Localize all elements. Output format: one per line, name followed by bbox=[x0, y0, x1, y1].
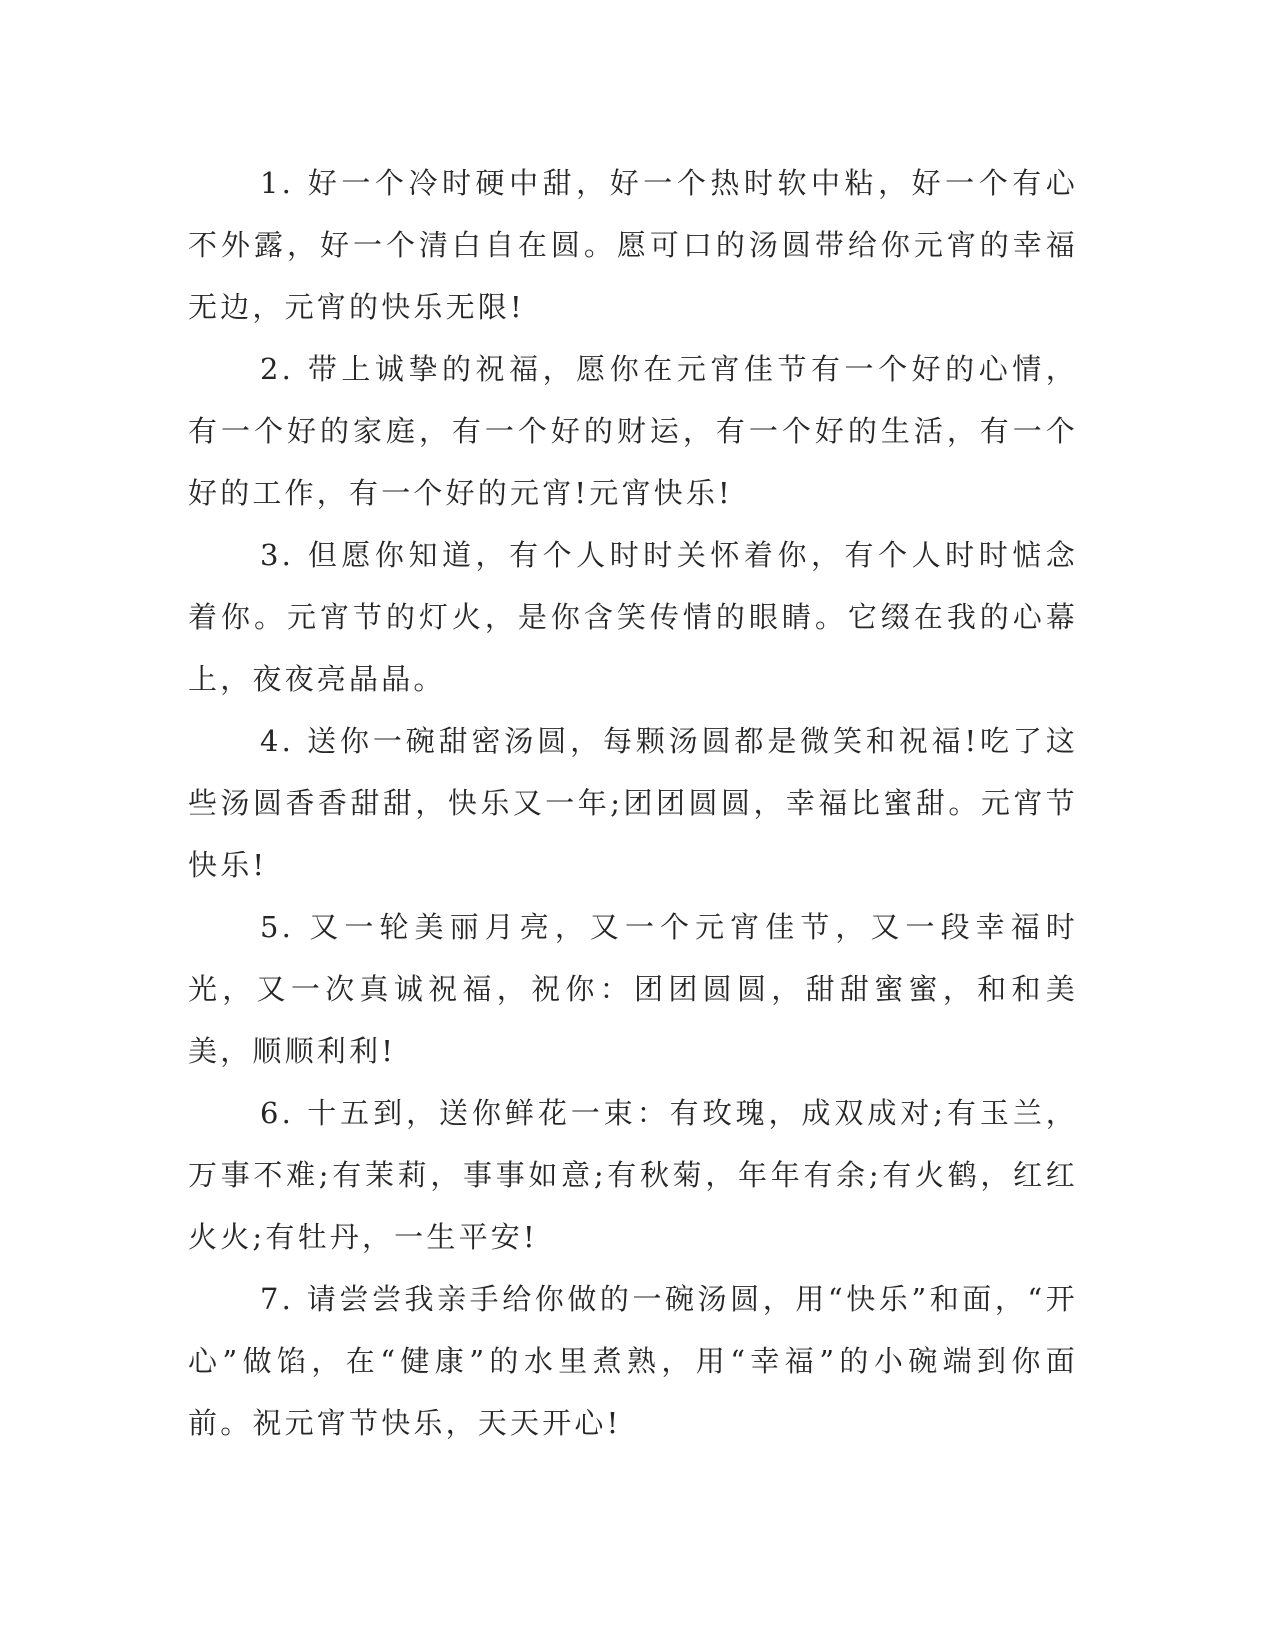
paragraph-3: 3. 但愿你知道，有个人时时关怀着你，有个人时时惦念着你。元宵节的灯火，是你含笑传情的眼睛。它缀在我的心幕上，夜夜亮晶晶。 bbox=[188, 538, 1078, 696]
paragraph-4: 4. 送你一碗甜密汤圆，每颗汤圆都是微笑和祝福!吃了这些汤圆香香甜甜，快乐又一年;团团圆圆，幸福比蜜甜。元宵节快乐! bbox=[188, 724, 1078, 882]
paragraph-5: 5. 又一轮美丽月亮，又一个元宵佳节，又一段幸福时光，又一次真诚祝福，祝你：团团圆圆，甜甜蜜蜜，和和美美，顺顺利利! bbox=[188, 910, 1078, 1068]
paragraph-7: 7. 请尝尝我亲手给你做的一碗汤圆，用“快乐”和面，“开心”做馅，在“健康”的水里煮熟，用“幸福”的小碗端到你面前。祝元宵节快乐，天天开心! bbox=[188, 1282, 1078, 1440]
paragraph-6: 6. 十五到，送你鲜花一束：有玫瑰，成双成对;有玉兰，万事不难;有茉莉，事事如意;有秋菊，年年有余;有火鹤，红红火火;有牡丹，一生平安! bbox=[188, 1096, 1078, 1254]
document-body bbox=[188, 152, 1078, 1454]
paragraph-1: 1. 好一个冷时硬中甜，好一个热时软中粘，好一个有心不外露，好一个清白自在圆。愿可口的汤圆带给你元宵的幸福无边，元宵的快乐无限! bbox=[188, 166, 1078, 324]
paragraph-2: 2. 带上诚挚的祝福，愿你在元宵佳节有一个好的心情，有一个好的家庭，有一个好的财运，有一个好的生活，有一个好的工作，有一个好的元宵!元宵快乐! bbox=[188, 352, 1078, 510]
